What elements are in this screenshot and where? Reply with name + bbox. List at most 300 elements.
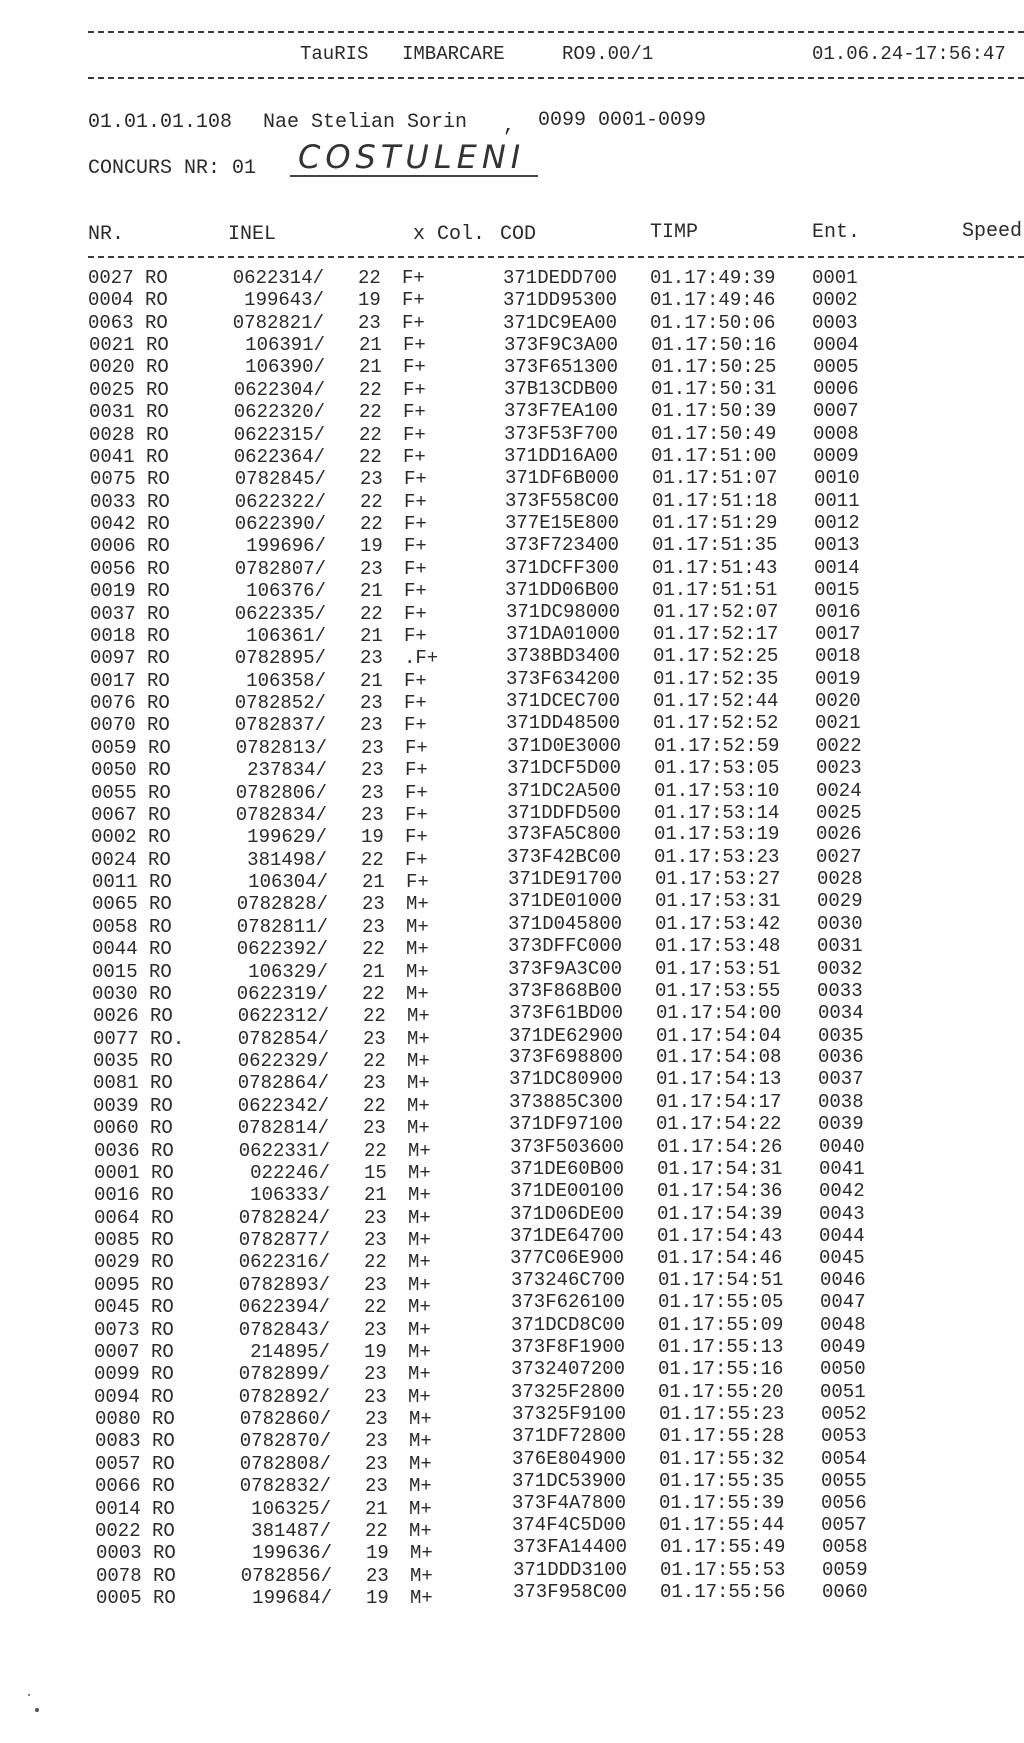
row-timp: 01.17:54:04 [656,1025,782,1047]
row-age: 21 [365,1498,388,1520]
row-sex: M+ [408,1251,431,1273]
row-age: 22 [360,491,383,513]
row-sex: M+ [410,1565,433,1587]
row-age: 22 [359,401,382,423]
row-sex: F+ [403,401,426,423]
row-age: 22 [358,267,381,289]
row-inel: 237834/ [247,759,327,781]
row-sex: M+ [408,1274,431,1296]
row-cod: 373F8F1900 [511,1336,626,1358]
row-sex: .F+ [404,647,439,669]
row-inel: 0782899/ [238,1363,330,1385]
row-ent: 0060 [822,1581,868,1603]
row-ent: 0043 [819,1203,865,1225]
row-sex: F+ [403,334,426,356]
row-ent: 0039 [818,1113,864,1135]
row-ent: 0023 [816,757,862,779]
row-age: 23 [363,1072,386,1094]
row-timp: 01.17:55:16 [658,1358,784,1380]
row-age: 23 [363,1117,386,1139]
row-timp: 01.17:55:39 [659,1492,785,1514]
row-timp: 01.17:53:31 [655,890,781,912]
col-xcol: x Col. [413,223,486,246]
row-age: 22 [359,446,382,468]
row-timp: 01.17:53:42 [655,913,781,935]
row-cod: 373F958C00 [513,1581,628,1603]
row-inel: 0622322/ [234,491,326,513]
owner-range: 0099 0001-0099 [538,109,707,132]
row-sex: F+ [405,849,428,871]
row-cod: 373F698800 [509,1046,624,1068]
row-cod: 373F9C3A00 [504,334,619,356]
row-age: 22 [360,513,383,535]
row-ent: 0040 [819,1136,865,1158]
row-ent: 0048 [820,1314,866,1336]
row-inel: 0622319/ [236,983,328,1005]
row-nr: 0083 RO [95,1430,175,1452]
row-age: 19 [366,1542,389,1564]
row-cod: 371DD48500 [506,712,621,734]
row-ent: 0053 [821,1425,867,1447]
row-nr: 0060 RO [93,1117,173,1139]
row-inel: 106329/ [248,961,328,983]
row-sex: M+ [408,1140,431,1162]
row-age: 23 [364,1363,387,1385]
row-ent: 0046 [820,1269,866,1291]
row-ent: 0027 [816,846,862,868]
row-inel: 0622392/ [236,938,328,960]
row-age: 21 [364,1184,387,1206]
row-timp: 01.17:52:35 [653,668,779,690]
row-ent: 0014 [814,557,860,579]
row-inel: 106390/ [245,356,325,378]
row-sex: F+ [404,513,427,535]
row-age: 21 [362,961,385,983]
row-inel: 0782832/ [239,1475,331,1497]
row-age: 23 [358,312,381,334]
header-system: TauRIS [300,43,369,65]
row-ent: 0017 [815,623,861,645]
row-sex: F+ [404,670,427,692]
row-timp: 01.17:54:13 [656,1068,782,1090]
row-timp: 01.17:54:00 [656,1002,782,1024]
row-nr: 0017 RO [90,670,170,692]
row-nr: 0042 RO [90,513,170,535]
row-inel: 0622314/ [232,267,324,289]
row-timp: 01.17:49:46 [650,289,776,311]
row-inel: 0622394/ [238,1296,330,1318]
row-sex: M+ [408,1341,431,1363]
row-cod: 37325F9100 [512,1403,627,1425]
row-ent: 0010 [814,467,860,489]
row-sex: M+ [408,1319,431,1341]
row-nr: 0001 RO [94,1162,174,1184]
row-nr: 0057 RO [95,1453,175,1475]
row-sex: F+ [403,446,426,468]
row-inel: 0622312/ [237,1005,329,1027]
row-ent: 0021 [815,712,861,734]
row-cod: 373F651300 [504,356,619,378]
header-bottom-rule [88,77,1024,79]
row-sex: F+ [402,289,425,311]
row-nr: 0041 RO [89,446,169,468]
row-sex: M+ [408,1162,431,1184]
row-sex: F+ [404,692,427,714]
row-timp: 01.17:50:16 [651,334,777,356]
row-age: 22 [363,1005,386,1027]
row-inel: 0782824/ [238,1207,330,1229]
row-ent: 0042 [819,1180,865,1202]
row-ent: 0022 [816,735,862,757]
row-inel: 199643/ [244,289,324,311]
row-nr: 0099 RO [94,1363,174,1385]
row-age: 23 [362,916,385,938]
row-age: 23 [365,1430,388,1452]
row-ent: 0036 [818,1046,864,1068]
row-ent: 0031 [817,935,863,957]
row-sex: F+ [403,356,426,378]
row-ent: 0035 [818,1025,864,1047]
row-nr: 0014 RO [95,1498,175,1520]
row-sex: M+ [409,1453,432,1475]
row-sex: M+ [407,1005,430,1027]
row-timp: 01.17:50:49 [651,423,777,445]
row-inel: 106376/ [246,580,326,602]
row-ent: 0055 [821,1470,867,1492]
row-cod: 371DE62900 [509,1025,624,1047]
row-cod: 371DE64700 [510,1225,625,1247]
row-timp: 01.17:55:20 [658,1381,784,1403]
row-inel: 0782834/ [235,804,327,826]
row-timp: 01.17:51:00 [651,445,777,467]
row-timp: 01.17:55:32 [659,1448,785,1470]
row-cod: 3732407200 [511,1358,626,1380]
row-cod: 373885C300 [509,1091,624,1113]
row-sex: F+ [402,312,425,334]
owner-name: Nae Stelian Sorin [263,111,468,134]
row-age: 19 [366,1587,389,1609]
row-cod: 371DF72800 [512,1425,627,1447]
row-timp: 01.17:52:44 [653,690,779,712]
row-cod: 373FA14400 [513,1536,628,1558]
row-inel: 022246/ [250,1162,330,1184]
row-nr: 0056 RO [90,558,170,580]
row-inel: 0622320/ [233,401,325,423]
row-nr: 0011 RO [92,871,172,893]
row-nr: 0059 RO [91,737,171,759]
row-cod: 373FA5C800 [507,823,622,845]
row-inel: 0622335/ [234,603,326,625]
row-timp: 01.17:50:31 [651,378,777,400]
columns-rule [88,256,1024,258]
row-inel: 381487/ [251,1520,331,1542]
row-timp: 01.17:51:18 [652,490,778,512]
row-sex: M+ [410,1587,433,1609]
row-inel: 199684/ [252,1587,332,1609]
row-timp: 01.17:50:25 [651,356,777,378]
row-nr: 0037 RO [90,603,170,625]
row-cod: 371DDD3100 [513,1559,628,1581]
row-ent: 0038 [818,1091,864,1113]
row-age: 21 [362,871,385,893]
row-ent: 0054 [821,1448,867,1470]
row-ent: 0049 [820,1336,866,1358]
row-nr: 0055 RO [91,782,171,804]
col-inel: INEL [228,223,277,246]
row-ent: 0004 [813,334,859,356]
row-cod: 373246C700 [511,1269,626,1291]
row-ent: 0020 [815,690,861,712]
row-cod: 371DC9EA00 [503,312,618,334]
row-age: 21 [360,670,383,692]
row-timp: 01.17:54:39 [657,1203,783,1225]
row-inel: 0782845/ [234,468,326,490]
row-timp: 01.17:51:29 [652,512,778,534]
row-age: 23 [365,1475,388,1497]
row-timp: 01.17:53:51 [655,958,781,980]
row-cod: 373DFFC000 [508,935,623,957]
row-ent: 0050 [820,1358,866,1380]
row-sex: M+ [406,983,429,1005]
row-cod: 371D06DE00 [510,1203,625,1225]
row-timp: 01.17:55:09 [658,1314,784,1336]
row-cod: 373F53F700 [504,423,619,445]
row-timp: 01.17:51:43 [652,557,778,579]
row-nr: 0066 RO [95,1475,175,1497]
row-sex: F+ [405,759,428,781]
row-ent: 0057 [821,1514,867,1536]
row-inel: 0782860/ [239,1408,331,1430]
row-age: 23 [364,1229,387,1251]
row-age: 23 [365,1453,388,1475]
row-age: 19 [361,826,384,848]
row-inel: 0782837/ [234,714,326,736]
row-timp: 01.17:54:31 [657,1158,783,1180]
col-cod: COD [500,223,537,246]
row-nr: 0078 RO [96,1565,176,1587]
row-cod: 371DE00100 [510,1180,625,1202]
row-sex: F+ [402,267,425,289]
row-cod: 371DE60B00 [510,1158,625,1180]
row-inel: 199696/ [246,535,326,557]
row-nr: 0004 RO [88,289,168,311]
row-age: 21 [360,580,383,602]
row-age: 22 [364,1251,387,1273]
row-cod: 371DC98000 [506,601,621,623]
row-sex: F+ [405,782,428,804]
row-sex: M+ [407,1095,430,1117]
row-age: 23 [361,804,384,826]
row-nr: 0080 RO [95,1408,175,1430]
row-sex: M+ [408,1229,431,1251]
row-ent: 0059 [822,1559,868,1581]
row-nr: 0065 RO [92,893,172,915]
row-inel: 0782856/ [240,1565,332,1587]
row-timp: 01.17:55:53 [660,1559,786,1581]
row-cod: 371DD95300 [503,289,618,311]
row-sex: F+ [404,468,427,490]
row-cod: 377E15E800 [505,512,620,534]
row-nr: 0058 RO [92,916,172,938]
row-nr: 0028 RO [89,424,169,446]
row-inel: 0782893/ [238,1274,330,1296]
row-ent: 0018 [815,645,861,667]
row-sex: M+ [410,1542,433,1564]
row-cod: 371DCEC700 [506,690,621,712]
row-cod: 373F558C00 [505,490,620,512]
row-cod: 371DC80900 [509,1068,624,1090]
row-age: 23 [362,893,385,915]
row-timp: 01.17:55:44 [659,1514,785,1536]
row-nr: 0030 RO [92,983,172,1005]
row-inel: 106325/ [251,1498,331,1520]
row-timp: 01.17:52:17 [653,623,779,645]
row-cod: 371DCF5D00 [507,757,622,779]
row-inel: 106361/ [246,625,326,647]
row-inel: 106391/ [245,334,325,356]
row-inel: 199629/ [247,826,327,848]
col-timp: TIMP [650,221,699,244]
row-sex: M+ [407,1050,430,1072]
row-age: 22 [362,938,385,960]
row-sex: F+ [404,603,427,625]
row-inel: 0622316/ [238,1251,330,1273]
row-nr: 0024 RO [91,849,171,871]
row-cod: 371DD06B00 [505,579,620,601]
row-nr: 0020 RO [89,356,169,378]
row-age: 22 [361,849,384,871]
row-cod: 373F868B00 [508,980,623,1002]
row-age: 23 [360,647,383,669]
row-cod: 371DEDD700 [503,267,618,289]
row-age: 22 [365,1520,388,1542]
row-inel: 0782892/ [238,1386,330,1408]
row-nr: 0007 RO [94,1341,174,1363]
owner-comma: , [503,115,516,138]
row-timp: 01.17:54:17 [656,1091,782,1113]
row-inel: 381498/ [247,849,327,871]
header-datetime: 01.06.24-17:56:47 [812,43,1006,65]
row-sex: M+ [406,916,429,938]
row-sex: M+ [409,1430,432,1452]
row-nr: 0045 RO [94,1296,174,1318]
row-nr: 0063 RO [88,312,168,334]
row-inel: 0782806/ [235,782,327,804]
row-inel: 106304/ [248,871,328,893]
scan-speck [28,1694,30,1696]
row-age: 15 [364,1162,387,1184]
header-top-rule [88,31,1024,33]
owner-id: 01.01.01.108 [88,111,233,134]
row-ent: 0047 [820,1291,866,1313]
row-cod: 371DCFF300 [505,557,620,579]
row-sex: M+ [406,893,429,915]
row-timp: 01.17:55:35 [659,1470,785,1492]
row-ent: 0011 [814,490,860,512]
row-sex: F+ [403,379,426,401]
row-cod: 373F503600 [510,1136,625,1158]
contest-handwritten-location: COSTULENI [298,138,526,176]
row-age: 23 [363,1028,386,1050]
row-ent: 0002 [812,289,858,311]
row-sex: F+ [406,871,429,893]
row-inel: 0782828/ [236,893,328,915]
row-ent: 0007 [813,400,859,422]
row-age: 19 [364,1341,387,1363]
row-inel: 0622364/ [233,446,325,468]
row-age: 21 [359,356,382,378]
row-nr: 0033 RO [90,491,170,513]
row-ent: 0024 [816,780,862,802]
row-timp: 01.17:52:25 [653,645,779,667]
row-age: 23 [364,1207,387,1229]
row-timp: 01.17:52:59 [654,735,780,757]
row-age: 23 [364,1274,387,1296]
row-timp: 01.17:53:10 [654,780,780,802]
row-timp: 01.17:51:07 [652,467,778,489]
row-cod: 373F42BC00 [507,846,622,868]
row-timp: 01.17:51:51 [652,579,778,601]
row-ent: 0056 [821,1492,867,1514]
row-timp: 01.17:54:51 [658,1269,784,1291]
row-age: 19 [358,289,381,311]
row-timp: 01.17:54:22 [656,1113,782,1135]
row-inel: 0782854/ [237,1028,329,1050]
row-nr: 0035 RO [93,1050,173,1072]
row-cod: 376E804900 [512,1448,627,1470]
contest-label: CONCURS NR: 01 [88,157,257,180]
row-age: 22 [363,1050,386,1072]
row-cod: 371DF97100 [509,1113,624,1135]
row-timp: 01.17:55:56 [660,1581,786,1603]
row-timp: 01.17:55:23 [659,1403,785,1425]
row-age: 23 [360,714,383,736]
row-age: 23 [364,1386,387,1408]
row-inel: 0622315/ [233,424,325,446]
row-sex: F+ [403,424,426,446]
row-nr: 0039 RO [93,1095,173,1117]
row-nr: 0050 RO [91,759,171,781]
row-timp: 01.17:53:23 [654,846,780,868]
row-sex: M+ [407,1072,430,1094]
row-age: 23 [360,558,383,580]
row-ent: 0003 [812,312,858,334]
row-age: 23 [360,468,383,490]
row-cod: 371DC53900 [512,1470,627,1492]
row-timp: 01.17:55:13 [658,1336,784,1358]
row-timp: 01.17:55:05 [658,1291,784,1313]
row-inel: 0782864/ [237,1072,329,1094]
row-nr: 0006 RO [90,535,170,557]
row-ent: 0032 [817,958,863,980]
scan-speck [35,1708,39,1712]
row-cod: 371DDFD500 [507,802,622,824]
row-sex: F+ [404,580,427,602]
row-ent: 0009 [813,445,859,467]
row-nr: 0003 RO [96,1542,176,1564]
row-inel: 0782808/ [239,1453,331,1475]
row-nr: 0002 RO [91,826,171,848]
row-ent: 0028 [817,868,863,890]
row-sex: M+ [408,1386,431,1408]
row-nr: 0094 RO [94,1386,174,1408]
row-cod: 373F634200 [506,668,621,690]
row-nr: 0025 RO [89,379,169,401]
row-ent: 0005 [813,356,859,378]
row-nr: 0016 RO [94,1184,174,1206]
col-nr: NR. [88,223,125,246]
row-nr: 0018 RO [90,625,170,647]
